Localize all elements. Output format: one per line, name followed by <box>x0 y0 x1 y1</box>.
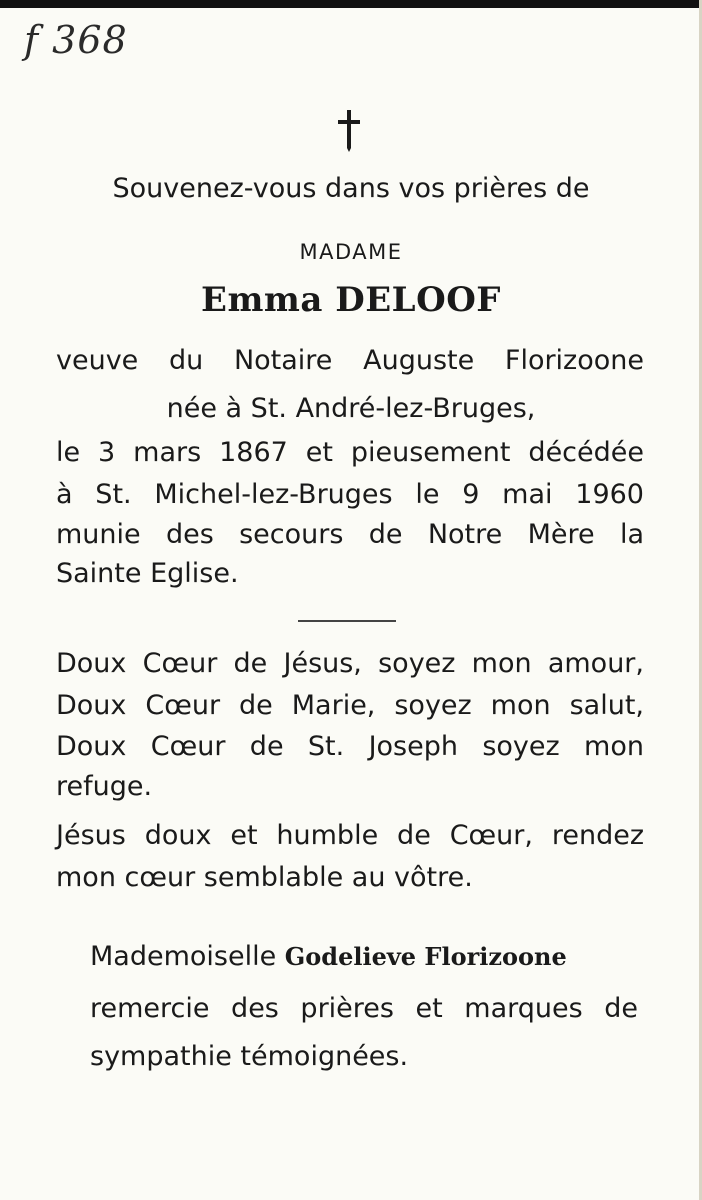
prayer-line: refuge. <box>56 771 153 802</box>
thanks-name: Godelieve Florizoone <box>284 942 567 971</box>
bio-line: le 3 mars 1867 et pieusement décédée <box>56 437 644 468</box>
prayer-line: Jésus doux et humble de Cœur, rendez <box>56 820 644 851</box>
bio-line: Sainte Eglise. <box>56 558 239 589</box>
prayer-line: Doux Cœur de Marie, soyez mon salut, <box>56 690 644 721</box>
deceased-name: Emma DELOOF <box>201 280 501 320</box>
divider <box>298 620 396 622</box>
thanks-line <box>90 941 567 973</box>
archive-number: f 368 <box>24 18 128 62</box>
prayer-line: Doux Cœur de St. Joseph soyez mon <box>56 731 644 762</box>
cross-icon <box>334 108 364 154</box>
thanks-prefix: Mademoiselle <box>90 941 285 972</box>
bio-line: veuve du Notaire Auguste Florizoone <box>56 345 644 376</box>
bio-line: née à St. André-lez-Bruges, <box>166 393 536 424</box>
intro-text: Souvenez-vous dans vos prières de <box>112 173 590 204</box>
thanks-line: sympathie témoignées. <box>90 1041 409 1072</box>
title-madame: MADAME <box>299 240 403 264</box>
thanks-line: remercie des prières et marques de <box>90 993 638 1024</box>
bio-line: munie des secours de Notre Mère la <box>56 519 644 550</box>
prayer-line: mon cœur semblable au vôtre. <box>56 862 473 893</box>
prayer-line: Doux Cœur de Jésus, soyez mon amour, <box>56 648 644 679</box>
top-border <box>0 0 702 8</box>
bio-line: à St. Michel-lez-Bruges le 9 mai 1960 <box>56 479 644 510</box>
